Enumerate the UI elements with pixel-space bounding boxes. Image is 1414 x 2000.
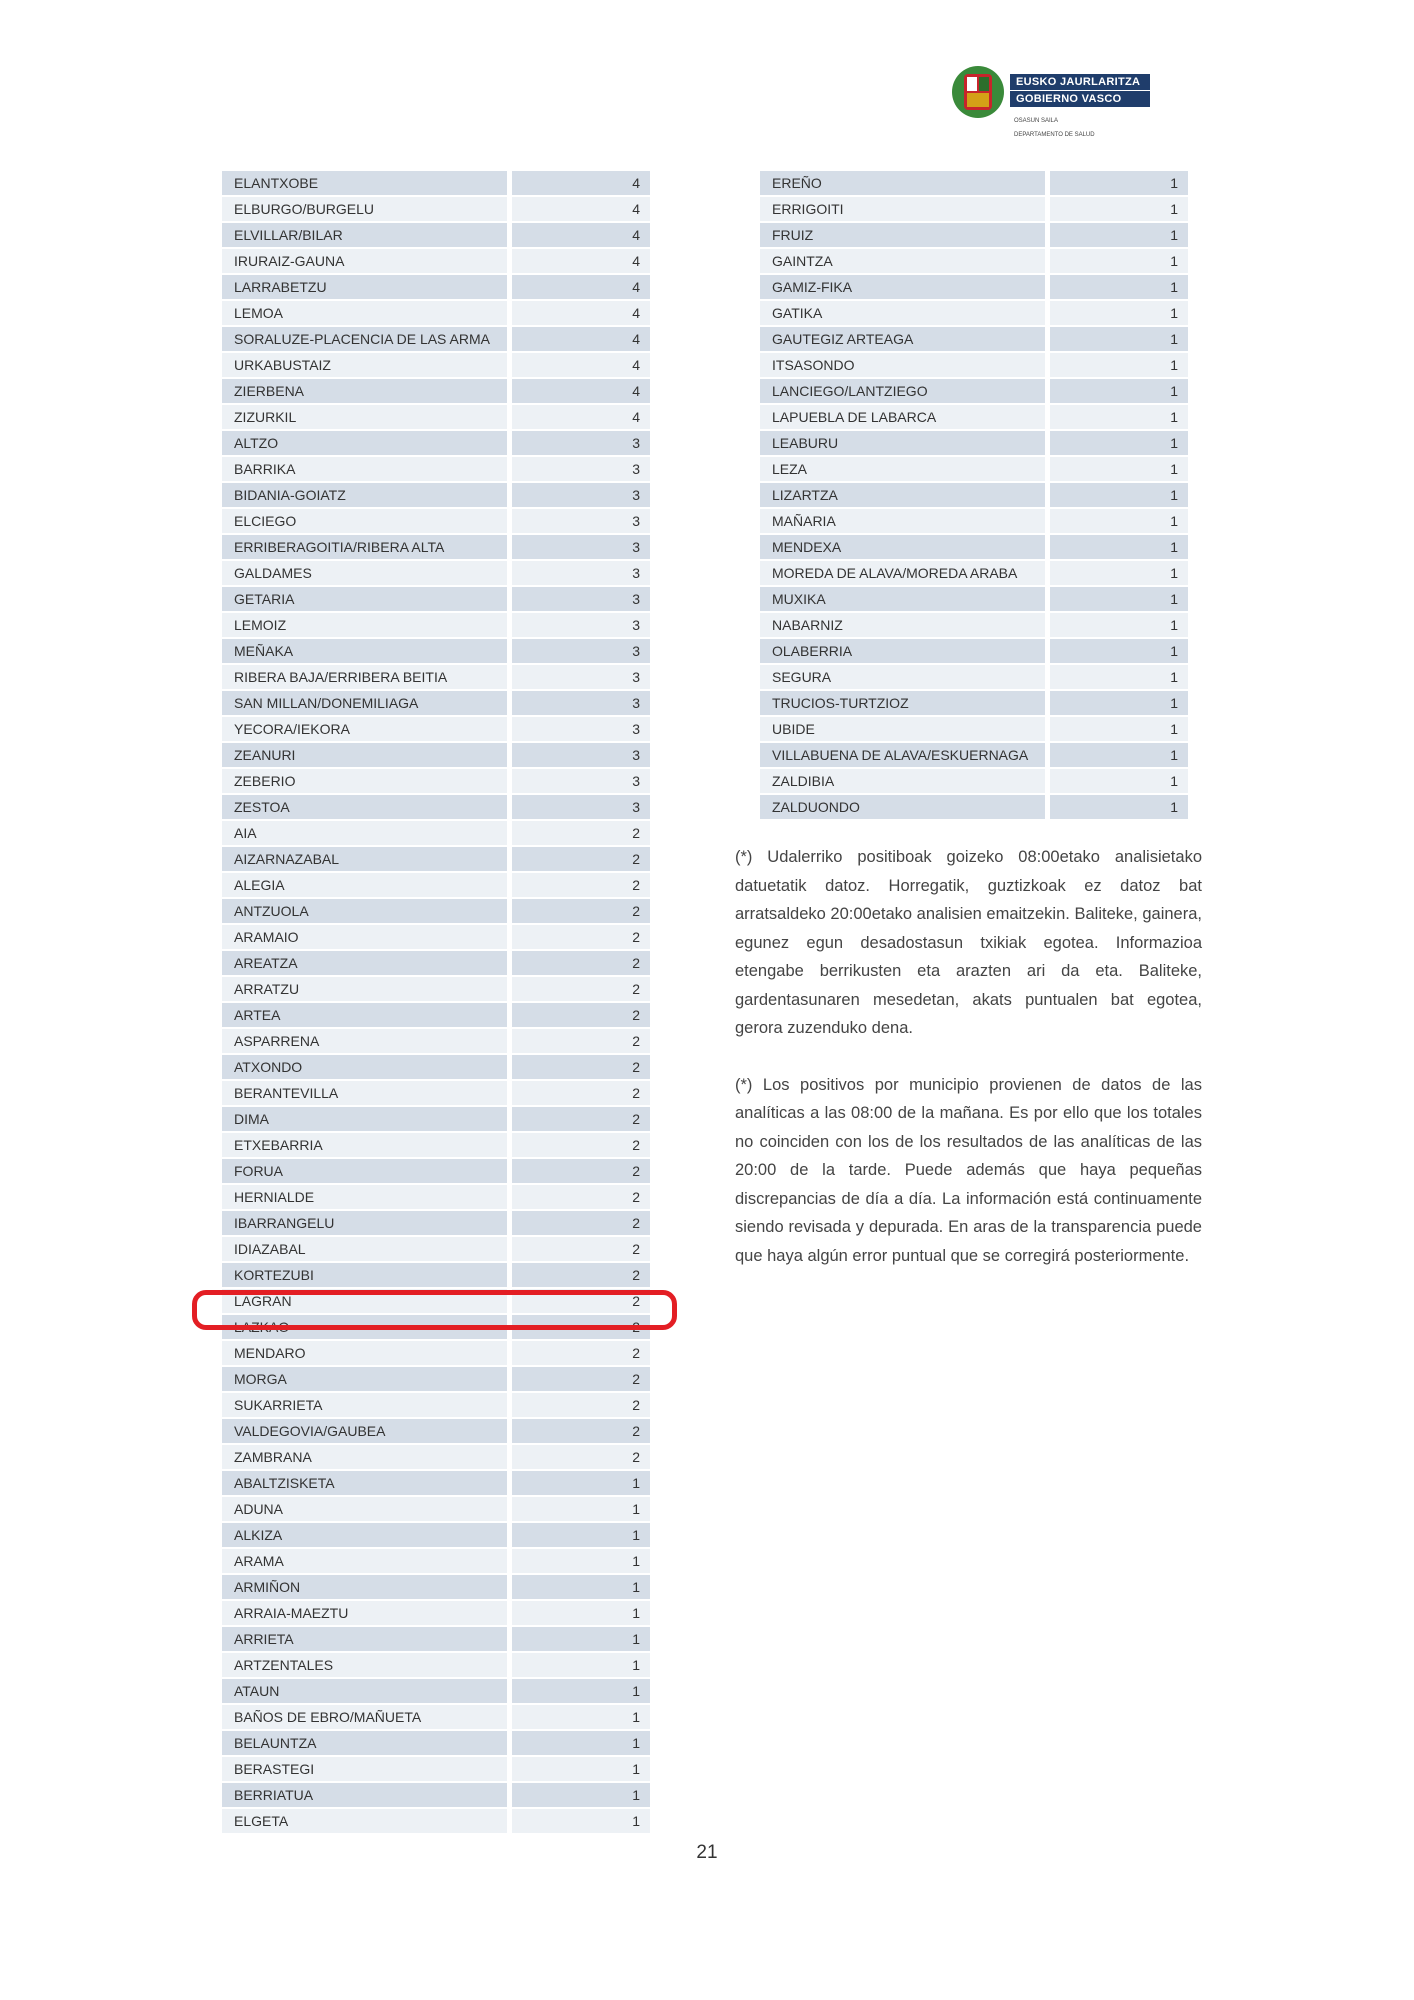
positive-count: 1	[512, 1783, 650, 1807]
table-row	[222, 327, 650, 353]
positive-count: 1	[512, 1523, 650, 1547]
municipality-name: ELCIEGO	[222, 509, 507, 533]
table-row	[222, 769, 650, 795]
positive-count: 2	[512, 1107, 650, 1131]
table-row	[760, 743, 1188, 769]
municipality-name: GETARIA	[222, 587, 507, 611]
municipality-name: LEMOA	[222, 301, 507, 325]
municipality-name: GAINTZA	[760, 249, 1045, 273]
municipality-name: FRUIZ	[760, 223, 1045, 247]
positive-count: 1	[1050, 301, 1188, 325]
positive-count: 1	[1050, 535, 1188, 559]
municipality-name: TRUCIOS-TURTZIOZ	[760, 691, 1045, 715]
positive-count: 1	[512, 1575, 650, 1599]
notes-section	[735, 843, 1202, 1298]
table-row	[222, 691, 650, 717]
table-row	[222, 1055, 650, 1081]
positive-count: 2	[512, 847, 650, 871]
positive-count: 2	[512, 1055, 650, 1079]
municipality-name: MOREDA DE ALAVA/MOREDA ARABA	[760, 561, 1045, 585]
municipality-name: LAPUEBLA DE LABARCA	[760, 405, 1045, 429]
municipality-name: ZALDIBIA	[760, 769, 1045, 793]
table-row	[760, 665, 1188, 691]
positive-count: 2	[512, 899, 650, 923]
table-row	[222, 1237, 650, 1263]
municipality-name: LARRABETZU	[222, 275, 507, 299]
table-row	[222, 1211, 650, 1237]
municipality-name: BIDANIA-GOIATZ	[222, 483, 507, 507]
table-row	[222, 405, 650, 431]
positive-count: 1	[1050, 275, 1188, 299]
municipality-name: LEMOIZ	[222, 613, 507, 637]
table-row	[222, 1185, 650, 1211]
positive-count: 1	[1050, 171, 1188, 195]
table-row	[222, 1783, 650, 1809]
table-row	[222, 483, 650, 509]
table-row	[760, 379, 1188, 405]
municipality-name: AIZARNAZABAL	[222, 847, 507, 871]
positive-count: 3	[512, 587, 650, 611]
positive-count: 3	[512, 665, 650, 689]
positive-count: 2	[512, 925, 650, 949]
municipality-name: BERASTEGI	[222, 1757, 507, 1781]
positive-count: 4	[512, 353, 650, 377]
municipality-name: SEGURA	[760, 665, 1045, 689]
positive-count: 1	[1050, 639, 1188, 663]
table-row	[760, 223, 1188, 249]
table-row	[760, 249, 1188, 275]
positive-count: 1	[1050, 327, 1188, 351]
positive-count: 1	[1050, 587, 1188, 611]
municipality-name: ADUNA	[222, 1497, 507, 1521]
municipality-name: BAÑOS DE EBRO/MAÑUETA	[222, 1705, 507, 1729]
positive-count: 2	[512, 1159, 650, 1183]
positive-count: 1	[1050, 665, 1188, 689]
gobierno-vasco-logo	[950, 64, 1150, 144]
positive-count: 3	[512, 483, 650, 507]
positive-count: 1	[1050, 405, 1188, 429]
municipality-name: SAN MILLAN/DONEMILIAGA	[222, 691, 507, 715]
positive-count: 3	[512, 769, 650, 793]
positive-count: 4	[512, 223, 650, 247]
municipality-name: ERRIGOITI	[760, 197, 1045, 221]
positive-count: 2	[512, 1367, 650, 1391]
municipality-name: ELVILLAR/BILAR	[222, 223, 507, 247]
table-row	[760, 613, 1188, 639]
positive-count: 2	[512, 1003, 650, 1027]
table-row	[222, 171, 650, 197]
positive-count: 2	[512, 1211, 650, 1235]
table-row	[222, 1601, 650, 1627]
logo-line-1: EUSKO JAURLARITZA	[1010, 74, 1150, 90]
table-row	[222, 1523, 650, 1549]
table-row	[760, 405, 1188, 431]
table-row	[222, 275, 650, 301]
logo-sub-2: DEPARTAMENTO DE SALUD	[1014, 132, 1095, 138]
table-row	[222, 587, 650, 613]
positive-count: 1	[1050, 457, 1188, 481]
table-row	[760, 769, 1188, 795]
positive-count: 2	[512, 1081, 650, 1105]
municipality-name: DIMA	[222, 1107, 507, 1131]
positive-count: 4	[512, 249, 650, 273]
positive-count: 2	[512, 1419, 650, 1443]
municipality-name: ALTZO	[222, 431, 507, 455]
table-row	[222, 1705, 650, 1731]
table-row	[222, 847, 650, 873]
positive-count: 4	[512, 327, 650, 351]
municipality-table-right	[760, 171, 1188, 821]
page-number: 21	[696, 1842, 718, 1863]
table-row	[222, 821, 650, 847]
municipality-name: AIA	[222, 821, 507, 845]
positive-count: 1	[1050, 795, 1188, 819]
positive-count: 1	[1050, 613, 1188, 637]
positive-count: 1	[1050, 379, 1188, 403]
table-row	[222, 1731, 650, 1757]
municipality-name: ABALTZISKETA	[222, 1471, 507, 1495]
municipality-name: ARMIÑON	[222, 1575, 507, 1599]
positive-count: 3	[512, 457, 650, 481]
municipality-name: ALEGIA	[222, 873, 507, 897]
table-row	[222, 743, 650, 769]
table-row	[222, 1627, 650, 1653]
municipality-name: ARTZENTALES	[222, 1653, 507, 1677]
table-row	[222, 353, 650, 379]
municipality-name: ELBURGO/BURGELU	[222, 197, 507, 221]
municipality-name: LEABURU	[760, 431, 1045, 455]
municipality-name: LAGRAN	[222, 1289, 507, 1313]
table-row	[222, 899, 650, 925]
positive-count: 2	[512, 1445, 650, 1469]
table-row	[222, 1679, 650, 1705]
municipality-name: HERNIALDE	[222, 1185, 507, 1209]
positive-count: 1	[1050, 353, 1188, 377]
positive-count: 1	[1050, 483, 1188, 507]
positive-count: 3	[512, 691, 650, 715]
positive-count: 1	[1050, 743, 1188, 767]
positive-count: 3	[512, 509, 650, 533]
positive-count: 2	[512, 951, 650, 975]
municipality-name: FORUA	[222, 1159, 507, 1183]
municipality-name: ASPARRENA	[222, 1029, 507, 1053]
positive-count: 1	[512, 1549, 650, 1573]
positive-count: 1	[1050, 249, 1188, 273]
table-row	[222, 379, 650, 405]
municipality-name: ARTEA	[222, 1003, 507, 1027]
municipality-name: ZESTOA	[222, 795, 507, 819]
positive-count: 3	[512, 717, 650, 741]
table-row	[760, 275, 1188, 301]
municipality-name: KORTEZUBI	[222, 1263, 507, 1287]
table-row	[760, 535, 1188, 561]
municipality-name: LIZARTZA	[760, 483, 1045, 507]
positive-count: 4	[512, 301, 650, 325]
municipality-name: YECORA/IEKORA	[222, 717, 507, 741]
positive-count: 1	[512, 1757, 650, 1781]
positive-count: 1	[512, 1471, 650, 1495]
positive-count: 1	[1050, 197, 1188, 221]
positive-count: 1	[1050, 717, 1188, 741]
table-row	[760, 561, 1188, 587]
table-row	[222, 457, 650, 483]
table-row	[222, 1575, 650, 1601]
logo-sub-1: OSASUN SAILA	[1014, 118, 1059, 124]
table-row	[222, 977, 650, 1003]
table-row	[760, 717, 1188, 743]
table-row	[222, 639, 650, 665]
municipality-name: ZIZURKIL	[222, 405, 507, 429]
municipality-name: GATIKA	[760, 301, 1045, 325]
table-row	[222, 301, 650, 327]
positive-count: 2	[512, 977, 650, 1001]
positive-count: 3	[512, 431, 650, 455]
positive-count: 2	[512, 1185, 650, 1209]
positive-count: 2	[512, 1263, 650, 1287]
table-row	[222, 795, 650, 821]
municipality-name: ZAMBRANA	[222, 1445, 507, 1469]
table-row	[222, 249, 650, 275]
municipality-name: IDIAZABAL	[222, 1237, 507, 1261]
table-row	[760, 353, 1188, 379]
municipality-name: ALKIZA	[222, 1523, 507, 1547]
positive-count: 1	[1050, 691, 1188, 715]
municipality-name: AREATZA	[222, 951, 507, 975]
municipality-name: ARRATZU	[222, 977, 507, 1001]
positive-count: 2	[512, 1133, 650, 1157]
positive-count: 4	[512, 405, 650, 429]
table-row	[222, 951, 650, 977]
positive-count: 3	[512, 561, 650, 585]
municipality-name: ERRIBERAGOITIA/RIBERA ALTA	[222, 535, 507, 559]
table-row	[760, 301, 1188, 327]
table-row	[760, 431, 1188, 457]
positive-count: 1	[1050, 509, 1188, 533]
positive-count: 2	[512, 1393, 650, 1417]
positive-count: 4	[512, 275, 650, 299]
municipality-name: BERANTEVILLA	[222, 1081, 507, 1105]
table-row	[760, 587, 1188, 613]
positive-count: 2	[512, 1315, 650, 1339]
table-row	[222, 1471, 650, 1497]
positive-count: 3	[512, 743, 650, 767]
table-row	[222, 1003, 650, 1029]
municipality-name: RIBERA BAJA/ERRIBERA BEITIA	[222, 665, 507, 689]
positive-count: 1	[512, 1809, 650, 1833]
positive-count: 4	[512, 379, 650, 403]
municipality-name: LEZA	[760, 457, 1045, 481]
municipality-name: ARAMAIO	[222, 925, 507, 949]
table-row	[760, 457, 1188, 483]
municipality-name: SORALUZE-PLACENCIA DE LAS ARMA	[222, 327, 507, 351]
table-row	[222, 1159, 650, 1185]
municipality-name: ZALDUONDO	[760, 795, 1045, 819]
municipality-name: BARRIKA	[222, 457, 507, 481]
municipality-name: BERRIATUA	[222, 1783, 507, 1807]
table-row	[222, 1367, 650, 1393]
positive-count: 3	[512, 639, 650, 663]
positive-count: 1	[1050, 769, 1188, 793]
note-basque: (*) Udalerriko positiboak goizeko 08:00etako analisietako datuetatik datoz. Horregatik, guztizkoak ez datoz bat arratsaldeko 20:00etako analisien emaitzekin. Baliteke, gainera, egunez egun desadostasun txikiak egotea. Informazioa etengabe berrikusten eta arazten ari da eta. Baliteke, gardentasunaren mesedetan, akats puntualen bat egotea, gerora zuzenduko dena.	[735, 848, 1202, 1037]
table-row	[760, 639, 1188, 665]
table-row	[222, 1263, 650, 1289]
municipality-name: ATAUN	[222, 1679, 507, 1703]
municipality-name: LANCIEGO/LANTZIEGO	[760, 379, 1045, 403]
table-row	[222, 1029, 650, 1055]
positive-count: 3	[512, 613, 650, 637]
table-row	[222, 535, 650, 561]
table-row	[222, 613, 650, 639]
table-row	[760, 691, 1188, 717]
positive-count: 1	[512, 1679, 650, 1703]
table-row	[222, 1393, 650, 1419]
table-row	[222, 1419, 650, 1445]
positive-count: 1	[512, 1731, 650, 1755]
municipality-name: BELAUNTZA	[222, 1731, 507, 1755]
positive-count: 1	[512, 1705, 650, 1729]
municipality-name: VALDEGOVIA/GAUBEA	[222, 1419, 507, 1443]
table-row	[222, 1809, 650, 1835]
positive-count: 3	[512, 795, 650, 819]
table-row	[760, 483, 1188, 509]
coat-of-arms-icon	[950, 64, 1006, 120]
municipality-name: ETXEBARRIA	[222, 1133, 507, 1157]
positive-count: 2	[512, 1237, 650, 1261]
municipality-name: UBIDE	[760, 717, 1045, 741]
municipality-name: ELANTXOBE	[222, 171, 507, 195]
positive-count: 1	[512, 1497, 650, 1521]
municipality-name: URKABUSTAIZ	[222, 353, 507, 377]
positive-count: 3	[512, 535, 650, 559]
table-row	[222, 873, 650, 899]
table-row	[222, 1133, 650, 1159]
municipality-table-left	[222, 171, 650, 1835]
municipality-name: ANTZUOLA	[222, 899, 507, 923]
positive-count: 2	[512, 1341, 650, 1365]
municipality-name: MUXIKA	[760, 587, 1045, 611]
positive-count: 1	[1050, 431, 1188, 455]
table-row	[222, 665, 650, 691]
table-row	[760, 197, 1188, 223]
municipality-name: EREÑO	[760, 171, 1045, 195]
table-row	[222, 925, 650, 951]
table-row	[760, 795, 1188, 821]
municipality-name: MEÑAKA	[222, 639, 507, 663]
table-row	[222, 1107, 650, 1133]
table-row	[222, 1757, 650, 1783]
municipality-name: MAÑARIA	[760, 509, 1045, 533]
table-row	[222, 1081, 650, 1107]
municipality-name: ARAMA	[222, 1549, 507, 1573]
municipality-name: GAMIZ-FIKA	[760, 275, 1045, 299]
municipality-name: VILLABUENA DE ALAVA/ESKUERNAGA	[760, 743, 1045, 767]
table-row	[760, 327, 1188, 353]
municipality-name: MENDEXA	[760, 535, 1045, 559]
table-row	[222, 197, 650, 223]
positive-count: 1	[1050, 223, 1188, 247]
note-spanish: (*) Los positivos por municipio provienen de datos de las analíticas a las 08:00 de la mañana. Es por ello que los totales no coinciden con los de los resultados de las analíticas de las 20:00 de la tarde. Puede además que haya pequeñas discrepancias de día a día. La información está continuamente siendo revisada y depurada. En aras de la transparencia puede que haya algún error puntual que se corregirá posteriormente.	[735, 1075, 1202, 1265]
table-row	[222, 431, 650, 457]
positive-count: 1	[512, 1627, 650, 1651]
positive-count: 1	[512, 1601, 650, 1625]
positive-count: 1	[1050, 561, 1188, 585]
municipality-name: ZIERBENA	[222, 379, 507, 403]
table-row	[222, 223, 650, 249]
positive-count: 2	[512, 1289, 650, 1313]
municipality-name: GAUTEGIZ ARTEAGA	[760, 327, 1045, 351]
municipality-name: NABARNIZ	[760, 613, 1045, 637]
highlight-lazkao-box	[192, 1290, 677, 1330]
municipality-name: LAZKAO	[222, 1315, 507, 1339]
table-row	[222, 1653, 650, 1679]
table-row	[222, 509, 650, 535]
municipality-name: ITSASONDO	[760, 353, 1045, 377]
municipality-name: ARRAIA-MAEZTU	[222, 1601, 507, 1625]
table-row	[222, 1341, 650, 1367]
positive-count: 2	[512, 873, 650, 897]
positive-count: 2	[512, 821, 650, 845]
municipality-name: MORGA	[222, 1367, 507, 1391]
positive-count: 4	[512, 197, 650, 221]
municipality-name: IBARRANGELU	[222, 1211, 507, 1235]
municipality-name: MENDARO	[222, 1341, 507, 1365]
municipality-name: SUKARRIETA	[222, 1393, 507, 1417]
municipality-name: IRURAIZ-GAUNA	[222, 249, 507, 273]
table-row	[222, 1445, 650, 1471]
positive-count: 2	[512, 1029, 650, 1053]
municipality-name: ARRIETA	[222, 1627, 507, 1651]
municipality-name: OLABERRIA	[760, 639, 1045, 663]
table-row	[760, 171, 1188, 197]
table-row	[222, 717, 650, 743]
municipality-name: ZEBERIO	[222, 769, 507, 793]
municipality-name: ZEANURI	[222, 743, 507, 767]
table-row	[222, 1497, 650, 1523]
positive-count: 1	[512, 1653, 650, 1677]
table-row	[222, 561, 650, 587]
municipality-name: ATXONDO	[222, 1055, 507, 1079]
municipality-name: ELGETA	[222, 1809, 507, 1833]
table-row	[222, 1549, 650, 1575]
table-row	[760, 509, 1188, 535]
municipality-name: GALDAMES	[222, 561, 507, 585]
positive-count: 4	[512, 171, 650, 195]
logo-line-2: GOBIERNO VASCO	[1010, 91, 1150, 107]
